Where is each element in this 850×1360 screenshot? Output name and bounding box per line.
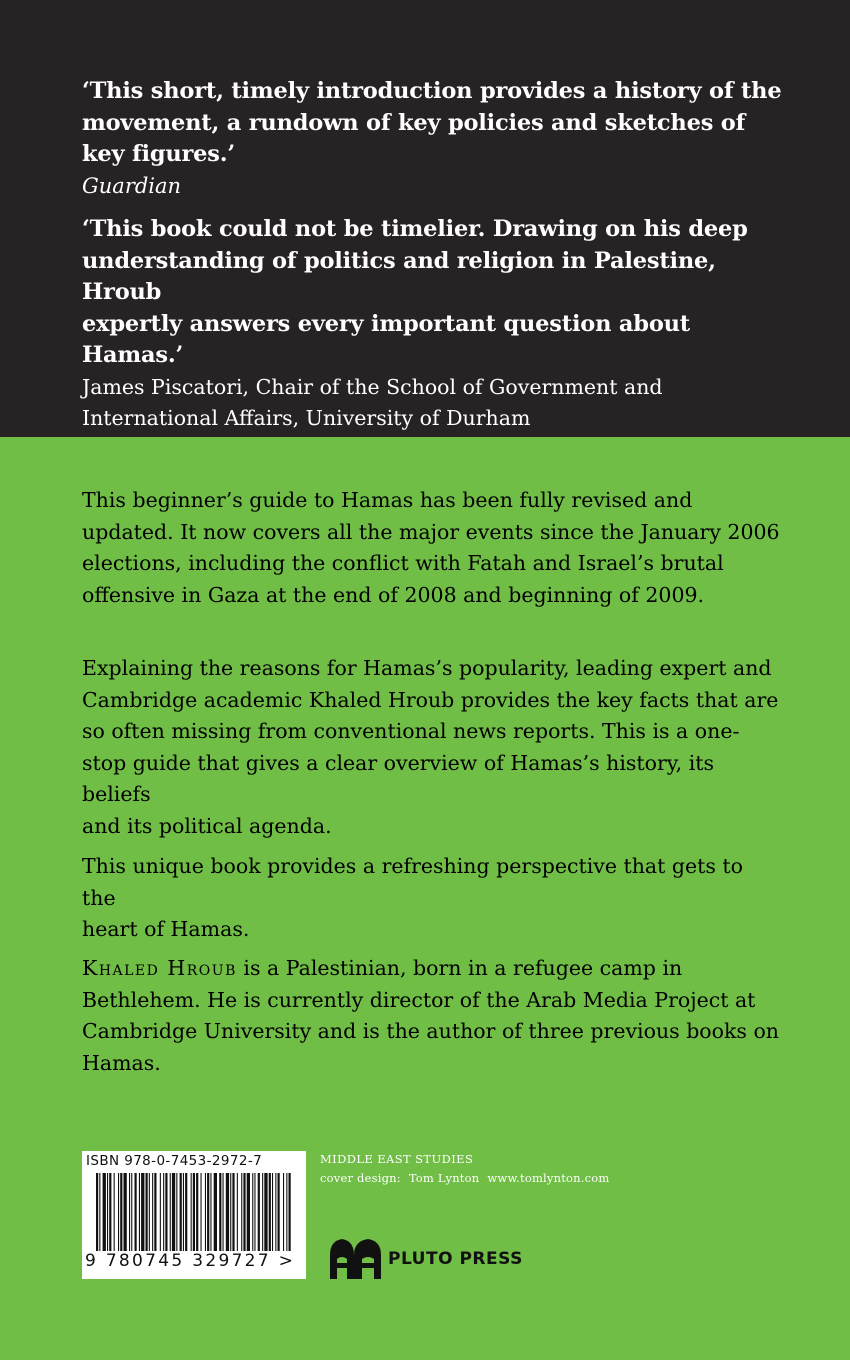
quote-attribution: James Piscatori, Chair of the School of Government and International Affairs, University of Durham — [82, 374, 663, 430]
quote-attribution: Guardian — [82, 173, 182, 198]
barcode-bar — [103, 1173, 106, 1251]
quote-text: ‘This book could not be timelier. Drawing on his deep understanding of politics and religion in Palestine, Hroub expertly answers every important question about Hamas.’ — [82, 216, 748, 368]
barcode-bar — [109, 1173, 111, 1251]
barcode-bar — [275, 1173, 276, 1251]
barcode-bar — [262, 1173, 263, 1251]
barcode-bar — [237, 1173, 238, 1251]
barcode-bar — [241, 1173, 242, 1251]
barcode-bar — [129, 1173, 130, 1251]
barcode-bar — [219, 1173, 221, 1251]
barcode-bar — [289, 1173, 291, 1251]
barcode-bar — [278, 1173, 280, 1251]
barcode-bar — [214, 1173, 217, 1251]
designer-name: Tom Lynton — [408, 1171, 480, 1185]
imprint-info — [320, 1150, 720, 1188]
barcode-bar — [207, 1173, 209, 1251]
barcode-bar — [107, 1173, 108, 1251]
barcode-bar — [283, 1173, 284, 1251]
barcode-bar — [191, 1173, 192, 1251]
barcode-bar — [176, 1173, 177, 1251]
barcode-bar — [165, 1173, 167, 1251]
isbn-digits: 9 780745 329727 > — [85, 1251, 296, 1271]
pluto-press-logo-icon — [328, 1237, 384, 1281]
cover-credit: cover design: Tom Lynton www.tomlynton.com — [320, 1171, 610, 1185]
isbn-barcode — [82, 1151, 306, 1279]
barcode-bar — [160, 1173, 161, 1251]
quote-piscatori — [82, 214, 782, 435]
barcode-bar — [272, 1173, 273, 1251]
barcode-bars — [96, 1173, 292, 1255]
barcode-bar — [154, 1173, 156, 1251]
isbn-text: ISBN 978-0-7453-2972-7 — [86, 1153, 263, 1169]
barcode-bar — [286, 1173, 287, 1251]
barcode-bar — [193, 1173, 195, 1251]
description-paragraph-3: This unique book provides a refreshing perspective that gets to the heart of Hamas. — [82, 854, 744, 941]
barcode-bar — [230, 1173, 231, 1251]
barcode-bar — [141, 1173, 144, 1251]
endorsements-panel — [0, 0, 850, 437]
barcode-bar — [135, 1173, 137, 1251]
barcode-bar — [232, 1173, 234, 1251]
barcode-bar — [210, 1173, 211, 1251]
barcode-bar — [183, 1173, 184, 1251]
barcode-bar — [172, 1173, 175, 1251]
barcode-bar — [118, 1173, 119, 1251]
author-name: Khaled Hroub — [82, 956, 237, 980]
barcode-bar — [124, 1173, 127, 1251]
barcode-bar — [180, 1173, 182, 1251]
designer-website: www.tomlynton.com — [487, 1171, 610, 1185]
barcode-bar — [243, 1173, 245, 1251]
quote-guardian — [82, 76, 782, 202]
barcode-bar — [252, 1173, 253, 1251]
publisher-logo — [328, 1237, 568, 1281]
barcode-bar — [146, 1173, 148, 1251]
barcode-bar — [163, 1173, 164, 1251]
author-bio: Khaled Hroub is a Palestinian, born in a refugee camp in Bethlehem. He is currently director of the Arab Media Project at Cambridge University and is the author of three previous books on Hamas. — [82, 956, 779, 1075]
barcode-bar — [254, 1173, 255, 1251]
barcode-bar — [264, 1173, 267, 1251]
barcode-bar — [99, 1173, 100, 1251]
barcode-bar — [226, 1173, 229, 1251]
barcode-bar — [258, 1173, 260, 1251]
series-label: MIDDLE EAST STUDIES — [320, 1152, 474, 1166]
publisher-name: PLUTO PRESS — [388, 1249, 523, 1269]
barcode-bar — [120, 1173, 122, 1251]
barcode-bar — [185, 1173, 187, 1251]
barcode-bar — [152, 1173, 153, 1251]
barcode-bar — [196, 1173, 198, 1251]
barcode-bar — [205, 1173, 206, 1251]
barcode-bar — [247, 1173, 250, 1251]
barcode-bar — [96, 1173, 98, 1251]
description-paragraph-2: Explaining the reasons for Hamas’s popularity, leading expert and Cambridge academic Khaled Hroub provides the key facts that are so often missing from conventional news reports. This is a one- stop guide that gives a clear overview of Hamas’s history, its beliefs and its political agenda. — [82, 656, 779, 838]
barcode-bar — [131, 1173, 132, 1251]
barcode-bar — [223, 1173, 224, 1251]
barcode-bar — [269, 1173, 271, 1251]
barcode-bar — [139, 1173, 140, 1251]
description-paragraph-1: This beginner’s guide to Hamas has been fully revised and updated. It now covers all the major events since the January 2006 elections, including the conflict with Fatah and Israel’s brutal offensive in Gaza at the end of 2008 and beginning of 2009. — [82, 488, 780, 607]
quote-text: ‘This short, timely introduction provides a history of the movement, a rundown of key policies and sketches of key figures.’ — [82, 78, 782, 167]
barcode-bar — [201, 1173, 202, 1251]
barcode-bar — [149, 1173, 150, 1251]
barcode-bar — [114, 1173, 115, 1251]
barcode-bar — [170, 1173, 171, 1251]
